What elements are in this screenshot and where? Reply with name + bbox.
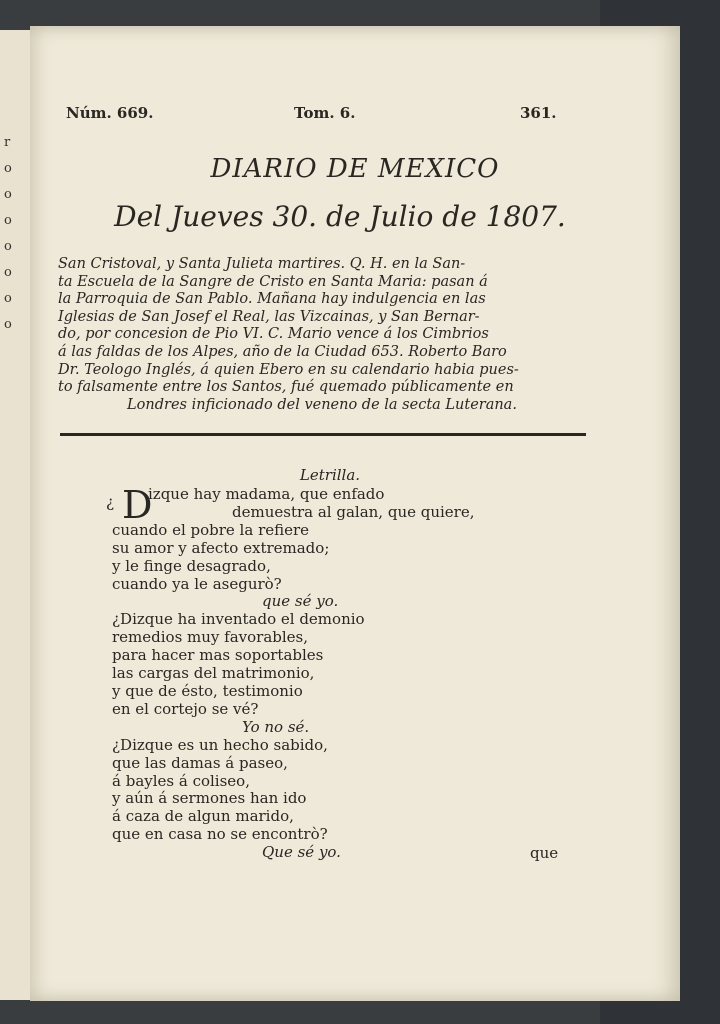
poem-line: que en casa no se encontrò?: [112, 825, 328, 844]
poem-title: Letrilla.: [299, 466, 361, 484]
poem-line: á bayles á coliseo,: [112, 771, 250, 790]
intro-line: Iglesias de San Josef el Real, las Vizcainas, y San Bernar-: [58, 308, 480, 325]
poem-line: su amor y afecto extremado;: [112, 538, 330, 557]
intro-line: Dr. Teologo Inglés, á quien Ebero en su calendario habia pues-: [58, 361, 519, 378]
intro-line: to falsamente entre los Santos, fué quemado públicamente en: [58, 379, 514, 396]
poem-line: ¿Dizque es un hecho sabido,: [112, 735, 328, 754]
poem-line: ¿Dizque ha inventado el demonio: [112, 610, 365, 629]
issue-number: Núm. 669.: [66, 104, 154, 122]
poem-refrain: Que sé yo.: [262, 843, 341, 862]
poem-line: remedios muy favorables,: [112, 628, 309, 647]
section-divider: [60, 433, 586, 436]
poem-line: las cargas del matrimonio,: [112, 664, 315, 683]
poem-line: en el cortejo se vé?: [112, 699, 259, 718]
left-page-edge: [0, 30, 32, 1000]
tome-number: Tom. 6.: [294, 104, 356, 122]
page-header: [30, 104, 680, 130]
left-page-marks: r o o o o o o o: [4, 135, 12, 332]
intro-line: á las faldas de los Alpes, año de la Ciudad 653. Roberto Baro: [58, 343, 507, 360]
poem-line: cuando el pobre la refiere: [112, 520, 310, 539]
poem-refrain: que sé yo.: [262, 592, 339, 611]
intro-line: ta Escuela de la Sangre de Cristo en Santa Maria: pasan á: [58, 273, 488, 290]
saints-notice: [58, 256, 586, 414]
poem-line: que las damas á paseo,: [112, 753, 288, 772]
intro-line: Londres inficionado del veneno de la secta Luterana.: [127, 396, 517, 413]
newspaper-page: [30, 26, 680, 1001]
intro-line: San Cristoval, y Santa Julieta martires. Q. H. en la San-: [58, 256, 466, 272]
poem-refrain: Yo no sé.: [242, 717, 310, 736]
catchword: que: [530, 844, 559, 862]
issue-date: Del Jueves 30. de Julio de 1807.: [114, 200, 566, 233]
poem-line: demuestra al galan, que quiere,: [232, 502, 475, 521]
poem-line: y que de ésto, testimonio: [112, 681, 303, 700]
poem-line: para hacer mas soportables: [112, 646, 324, 665]
page-number: 361.: [520, 104, 557, 122]
drop-cap-question-mark: ¿: [106, 493, 115, 511]
poem-line: izque hay madama, que enfado: [148, 485, 385, 503]
poem-line: á caza de algun marido,: [112, 807, 294, 826]
poem-body: [106, 483, 532, 862]
intro-line: la Parroquia de San Pablo. Mañana hay indulgencia en las: [58, 291, 486, 308]
intro-line: do, por concesion de Pio VI. C. Mario vence á los Cimbrios: [58, 326, 489, 343]
poem-line: cuando ya le asegurò?: [112, 574, 282, 593]
drop-cap: D: [122, 483, 153, 527]
poem-line: y le finge desagrado,: [112, 556, 271, 575]
newspaper-title: DIARIO DE MEXICO: [210, 154, 500, 184]
poem-line: y aún á sermones han ido: [112, 789, 307, 808]
